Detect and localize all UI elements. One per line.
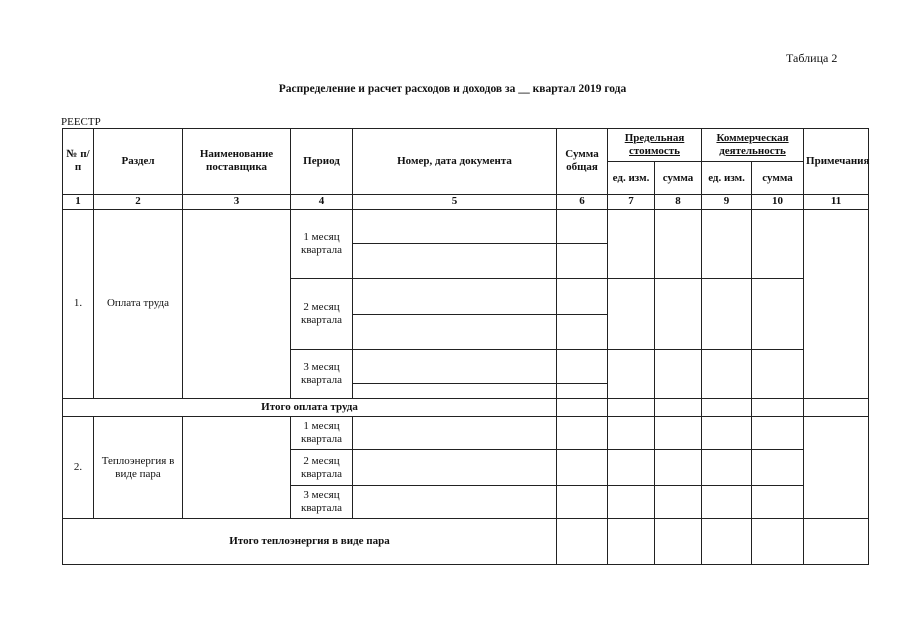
limit-sum-cell[interactable] [655, 485, 702, 518]
commercial-unit-cell[interactable] [702, 450, 752, 485]
total-commercial-sum-cell[interactable] [752, 519, 804, 565]
commercial-sum-cell[interactable] [752, 450, 804, 485]
column-number-row [63, 194, 869, 209]
period-cell: 3 месяц квартала [291, 350, 353, 399]
sum-cell[interactable] [557, 314, 608, 349]
limit-unit-cell[interactable] [608, 416, 655, 449]
sum-cell[interactable] [557, 485, 608, 518]
total-commercial-sum-cell[interactable] [752, 398, 804, 416]
column-number: 1 [63, 194, 94, 209]
document-cell[interactable] [353, 450, 557, 485]
column-number: 2 [94, 194, 183, 209]
commercial-unit-cell[interactable] [702, 416, 752, 449]
total-limit-sum-cell[interactable] [655, 398, 702, 416]
registry-label: РЕЕСТР [61, 116, 101, 128]
column-number: 8 [655, 194, 702, 209]
period-cell: 3 месяц квартала [291, 485, 353, 518]
column-number: 5 [353, 194, 557, 209]
limit-unit-cell[interactable] [608, 279, 655, 350]
period-cell: 1 месяц квартала [291, 416, 353, 449]
commercial-sum-cell[interactable] [752, 210, 804, 279]
limit-unit-cell[interactable] [608, 210, 655, 279]
sum-cell[interactable] [557, 279, 608, 314]
column-number: 6 [557, 194, 608, 209]
header-commercial-unit: ед. изм. [702, 162, 752, 194]
sum-cell[interactable] [557, 416, 608, 449]
supplier-cell[interactable] [183, 416, 291, 518]
limit-sum-cell[interactable] [655, 210, 702, 279]
header-commercial: Коммерческая деятельность [702, 129, 804, 162]
section-name: Оплата труда [94, 210, 183, 399]
commercial-sum-cell[interactable] [752, 279, 804, 350]
document-title: Распределение и расчет расходов и доходов за __ квартал 2019 года [278, 83, 627, 95]
total-sum-cell[interactable] [557, 398, 608, 416]
sum-cell[interactable] [557, 243, 608, 278]
commercial-sum-cell[interactable] [752, 350, 804, 399]
document-cell[interactable] [353, 243, 557, 278]
header-limit-cost: Предельная стоимость [608, 129, 702, 162]
note-cell[interactable] [804, 416, 869, 518]
commercial-unit-cell[interactable] [702, 210, 752, 279]
header-section: Раздел [94, 129, 183, 195]
total-sum-cell[interactable] [557, 519, 608, 565]
document-cell[interactable] [353, 350, 557, 384]
total-label: Итого оплата труда [63, 398, 557, 416]
sum-cell[interactable] [557, 450, 608, 485]
commercial-sum-cell[interactable] [752, 416, 804, 449]
column-number: 4 [291, 194, 353, 209]
document-cell[interactable] [353, 384, 557, 398]
limit-sum-cell[interactable] [655, 350, 702, 399]
table-row [63, 210, 869, 243]
section-name: Теплоэнергия в виде пара [94, 416, 183, 518]
total-limit-sum-cell[interactable] [655, 519, 702, 565]
sum-cell[interactable] [557, 384, 608, 398]
limit-sum-cell[interactable] [655, 279, 702, 350]
table-row [63, 416, 869, 449]
document-cell[interactable] [353, 416, 557, 449]
limit-unit-cell[interactable] [608, 350, 655, 399]
total-commercial-unit-cell[interactable] [702, 398, 752, 416]
period-cell: 1 месяц квартала [291, 210, 353, 279]
column-number: 9 [702, 194, 752, 209]
column-number: 7 [608, 194, 655, 209]
sum-cell[interactable] [557, 350, 608, 384]
limit-unit-cell[interactable] [608, 450, 655, 485]
supplier-cell[interactable] [183, 210, 291, 399]
total-limit-unit-cell[interactable] [608, 398, 655, 416]
document-cell[interactable] [353, 485, 557, 518]
header-document: Номер, дата документа [353, 129, 557, 195]
section-number: 2. [63, 416, 94, 518]
registry-table [62, 128, 869, 565]
total-label: Итого теплоэнергия в виде пара [63, 519, 557, 565]
header-supplier: Наименование поставщика [183, 129, 291, 195]
period-cell: 2 месяц квартала [291, 450, 353, 485]
section-number: 1. [63, 210, 94, 399]
total-note-cell[interactable] [804, 398, 869, 416]
period-cell: 2 месяц квартала [291, 279, 353, 350]
commercial-sum-cell[interactable] [752, 485, 804, 518]
limit-sum-cell[interactable] [655, 450, 702, 485]
header-period: Период [291, 129, 353, 195]
column-number: 10 [752, 194, 804, 209]
note-cell[interactable] [804, 210, 869, 399]
total-row [63, 398, 869, 416]
document-cell[interactable] [353, 279, 557, 314]
sum-cell[interactable] [557, 210, 608, 243]
commercial-unit-cell[interactable] [702, 279, 752, 350]
total-row [63, 519, 869, 565]
table-number-label: Таблица 2 [786, 51, 838, 65]
header-limit-unit: ед. изм. [608, 162, 655, 194]
document-cell[interactable] [353, 314, 557, 349]
column-number: 11 [804, 194, 869, 209]
limit-unit-cell[interactable] [608, 485, 655, 518]
header-limit-sum: сумма [655, 162, 702, 194]
header-sum-total: Сумма общая [557, 129, 608, 195]
commercial-unit-cell[interactable] [702, 350, 752, 399]
limit-sum-cell[interactable] [655, 416, 702, 449]
header-commercial-sum: сумма [752, 162, 804, 194]
total-note-cell[interactable] [804, 519, 869, 565]
header-note: Примечания [804, 129, 869, 195]
column-number: 3 [183, 194, 291, 209]
document-cell[interactable] [353, 210, 557, 243]
header-num: № п/п [63, 129, 94, 195]
total-limit-unit-cell[interactable] [608, 519, 655, 565]
total-commercial-unit-cell[interactable] [702, 519, 752, 565]
commercial-unit-cell[interactable] [702, 485, 752, 518]
